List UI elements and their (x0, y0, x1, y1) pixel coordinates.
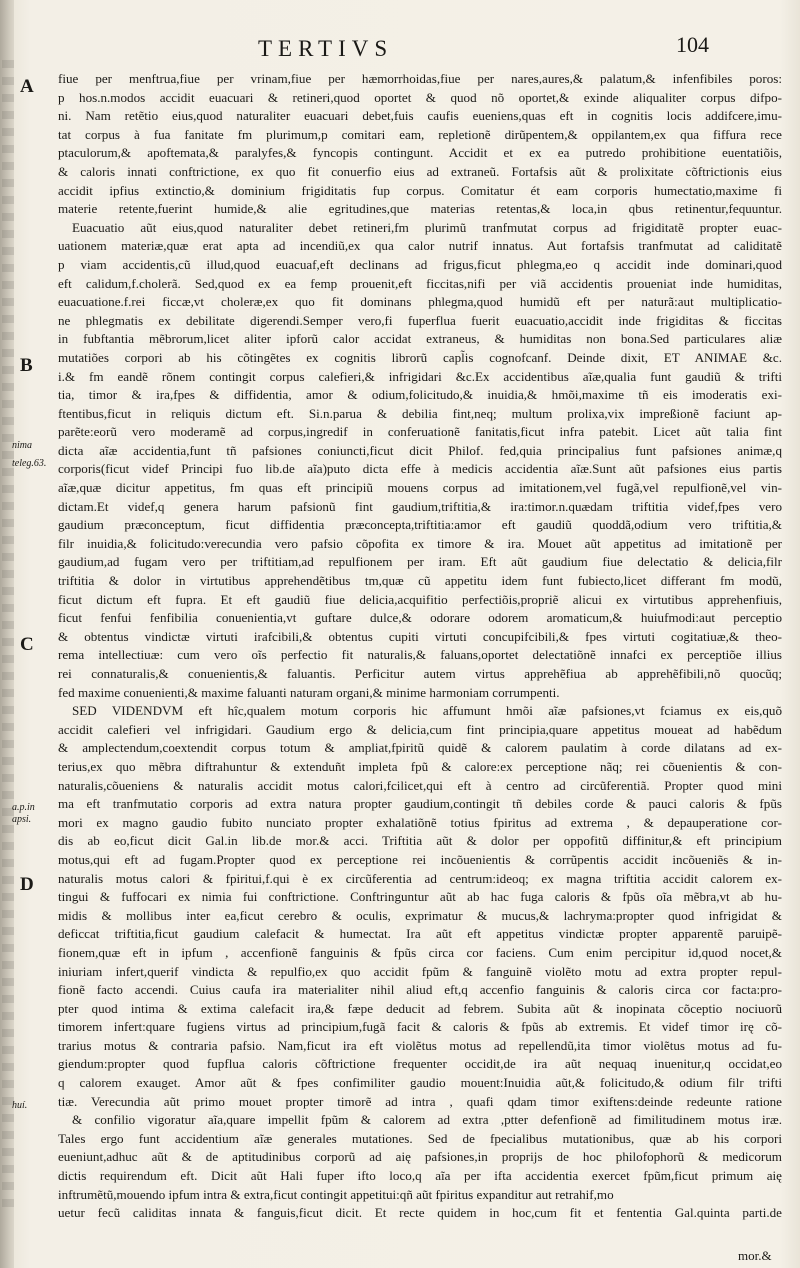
margin-letter-a: A (20, 76, 34, 97)
text-line: euacuatione.f.rei ficcæ,vt choleræ,ex quo fit dominans phlegma,quod humidũ eft per naturã:aut multiplicatio- (58, 294, 782, 310)
margin-note-nima: nima (12, 440, 32, 451)
text-line: & amplectendum,coextendit corpus totum & ampliat,fpiritũ quidẽ & calorem paulatim à corde dilatans ad ex- (58, 740, 782, 756)
text-line: corporis(ficut videf Principi fuo lib.de aĩa)puto dicta effe à medicis accidentia aĩæ.Sunt aũt pafsiones eius partis (58, 461, 782, 477)
binding-gutter (0, 0, 14, 1268)
text-line: mutatiões corpori ab his cõtingẽtes ex cognitis librorũ capl̃is cognofcanf. Deinde dixit, ET ANIMAE &c. (58, 349, 782, 365)
margin-note-ap: a.p.in (12, 802, 35, 813)
text-line: & confilio vigoratur aĩa,quare impellit fpũm & calorem ad extra ,ptter defenfionẽ ad fimilitudinem motus iræ. (72, 1112, 782, 1128)
text-line: & obtentus vindictæ virtuti irafcibili,& obtentus cupiti virtuti concupifcibili,& fpes virtuti cogitatiuæ,& theo- (58, 628, 782, 644)
text-line: iniuriam infert,querif vindicta & repulfio,ex quo accidit fpũm & fanguinẽ violẽto motu ad extra propter repul- (58, 963, 782, 979)
text-line: fionẽ facto accendi. Cuius caufa ira materialiter nihil aliud eft,q accenfio fanguinis & caloris circa cor facta:pro- (58, 982, 782, 998)
text-line: dictis requirendum eft. Dicit aũt Hali fuper ifto loco,q aĩa per ifta accidentia exercet fpũm,ficut primum aię (58, 1168, 782, 1184)
text-line: fionem,quæ eft in ipfum , accenfionẽ fanguinis & fpũs circa cor faciens. Cum enim percipitur id,quod nocet,& (58, 944, 782, 960)
text-line: dicta aĩæ accidentia,funt tñ pafsiones coniuncti,ficut dicit Philof. fed,quia principalius funt pafsiones animæ,q (58, 442, 782, 458)
text-line: eft calidum,f.cholerã. Sed,quod ex ea femp prouenit,eft ficcitas,nifi per viã accidentis proueniat inde humiditas, (58, 275, 782, 291)
margin-letter-c: C (20, 634, 34, 655)
text-line: Euacuatio aũt eius,quod naturaliter debet retineri,fm plurimũ tranfmutat corpus ad frigiditatẽ propter euac- (72, 219, 782, 235)
text-line: terius,ex quo mẽbra diftrahuntur & extenduñt impleta fpũ & calore:ex perceptione nãq; rei cõuenientis & con- (58, 758, 782, 774)
text-line: fiue per menftrua,fiue per vrinam,fiue per hæmorrhoidas,fiue per nares,aures,& palatum,& infenfibiles poros: (58, 71, 782, 86)
text-line: inftrumẽtũ,mouendo ipfum intra & extra,ficut contingit appetitui:qñ aũt fpiritus expanditur aut retrahif,mo (58, 1186, 614, 1202)
text-line: ne phlegmatis ex debilitate digerendi.Semper vero,fi fuperflua fuerit euacuatio,accidit inde frigiditas & ficcitas (58, 312, 782, 328)
text-line: ni. Nam retẽtio eius,quod naturaliter euacuari debet,fuis caufis eueniens,quas eft in cognitis locis addifcere,imu- (58, 108, 782, 124)
text-line: midis & mollibus inter ea,ficut cerebro & oculis, exprimatur & mucus,& lachryma:propter quod infrigidat & (58, 907, 782, 923)
text-line: filr inuidia,& folicitudo:verecundia vero pafsio cõpofita ex timore & ira. Mouet aũt appetitus ad imitationẽ per (58, 535, 782, 551)
text-line: giendum:propter quod fupflua caloris cõftrictione frequenter occidit,de ira aũt nequaq inuenitur,q occidat,eo (58, 1056, 782, 1072)
facing-page-edge (2, 60, 14, 1210)
text-line: ficut dictum eft fupra. Et eft gaudiũ fiue delicia,acquifitio perfectiõis,propriẽ alicui ex virtutibus apprehenfiuis, (58, 591, 782, 607)
text-line: mori ex magno gaudio fubito nunciato propter exhalatiõnẽ totius fpiritus ad extrema , & depauperatione cor- (58, 814, 782, 830)
text-line: q calorem exauget. Amor aũt & fpes confimiliter gaudio mouent:Inuidia aũt,& folicitudo,& odium filr trifti (58, 1075, 782, 1091)
text-line: trarius motus & contraria pafsio. Nam,ficut ira eft violẽtus motus ad repellendũ,ita timor violẽtus motus ad fu- (58, 1037, 782, 1053)
text-line: p hos.n.modos accidit euacuari & retineri,quod oportet & quod nõ oportet,& exinde aliqualiter corpus difpo- (58, 89, 782, 105)
text-line: rema intellectiuæ: cum vero oĩs perfectio fit naturalis,& faluans,oportet delectatiõnẽ innafci ex perceptiõe illius (58, 647, 782, 663)
text-line: ftentibus,ficut in reliquis dictum eft. Si.n.parua & debilia fint,neq; multum prolixa,vix impreßionẽ faciunt ap- (58, 405, 782, 421)
text-line: materie retente,fuerint humide,& alie egritudines,que materias retentas,& loca,in qbus retinentur,fequuntur. (58, 201, 782, 217)
text-line: dictam.Et videf,q genera harum pafsionũ fint gaudium,triftitia,& ira:timor.n.quædam triftitia videf,fpes vero (58, 498, 782, 514)
text-line: parẽte:eorũ vero moderamẽ ad corpus,ingredif in conferuationẽ fanitatis,ficut infra patebit. Licet aũt talia fint (58, 424, 782, 440)
text-line: accidit ipfius extinctio,& dominium frigiditatis fup corpus. Comitatur ét eam corporis humectatio,maxime fi (58, 182, 782, 198)
text-line: deficcat triftitia,ficut gaudium calefacit & humectat. Ira aũt eft appetitus vindictæ propter apparentẽ paruipẽ- (58, 926, 782, 942)
running-head (0, 32, 800, 66)
text-line: accidit calefieri vel infrigidari. Gaudium ergo & delicia,cum fint principia,quare appetitus moueat ad habẽdum (58, 721, 782, 737)
text-line: dis ab eo,ficut dicit Gal.in lib.de mor.& acci. Triftitia aũt & dolor per oppofitũ diffinitur,& eft principium (58, 833, 782, 849)
text-line: gaudium,ad fugam vero per triftitiam,ad repulfionem per iram. Eft aũt gaudium fiue delectatio & delicia,filr (58, 554, 782, 570)
text-line: SED VIDENDVM eft hîc,qualem motum corporis hic affumunt hmõi aĩæ pafsiones,vt fciamus ex eis,quõ (72, 703, 782, 719)
text-line: triftitia & dolor in virtutibus apprehendẽtibus tm,quæ cũ appetitu idem funt fubiecto,licet differant fm modũ, (58, 573, 782, 589)
text-line: aĩæ,quæ dicitur appetitus, fm quas eft principiũ mouens corpus ad imitationem,vel fugã,vel repulfionẽ,vel vin- (58, 480, 782, 496)
margin-note-hui: huí. (12, 1100, 28, 1111)
text-line: motus,qui eft ad fugam.Propter quod ex perceptione rei incõuenientis & corrũpentis accidit incõueniẽs & in- (58, 851, 782, 867)
text-line: fed maxime conuenienti,& maxime faluanti naturam organi,& minime harmoniam corrumpenti. (58, 684, 560, 700)
text-line: ptaculorum,& apoftemata,& paralyfes,& fyncopis contingunt. Accidit et ex ea putredo prohibitione euentatiõis, (58, 145, 782, 161)
margin-note-apsi: apsi. (12, 814, 32, 825)
text-line: tiæ. Verecundia aũt primo mouet propter timorẽ ad intra , quafi qdam timor exiftens:deinde redeunte ratione (58, 1093, 782, 1109)
text-line: p viam accidentis,cũ illud,quod euacuaf,eft declinans ad frigus,ficut phlegma,eo q accidit inde dominari,quod (58, 256, 782, 272)
text-line: gaudium præconceptum, ficut diffidentia præconcepta,triftitia:amor eft gaudiũ quoddã,odium vero triftitia,& (58, 517, 782, 533)
text-line: timorem infert:quare fugiens virtus ad principium,fugã facit & caloris & fpũs ab extremis. Et videf timor irę cõ- (58, 1019, 782, 1035)
body-text (58, 70, 782, 1256)
text-line: Tales ergo funt accidentium aĩæ generales mutationes. Sed de fpecialibus mutationibus, quæ ab his corpori (58, 1130, 782, 1146)
folio-number: 104 (676, 32, 709, 57)
text-line: naturalis,cõueniens & naturalis accidit motus calori,fcilicet,qui eft à centro ad circũferentiã. Propter quod mini (58, 777, 782, 793)
margin-letter-d: D (20, 874, 34, 895)
running-title: TERTIVS (258, 36, 394, 61)
text-line: & caloris innati conftrictione, ex quo fit conuerfio eius ad extraneũ. Fortafsis aũt & prolixitate cõftrictionis eius (58, 163, 782, 179)
text-line: eueniunt,adhuc aũt & de aptitudinibus corporũ ad aię pafsiones,in proprijs de hoc philofophorũ & medicorum (58, 1149, 782, 1165)
text-line: tat corpus à fua fanitate fm plurimum,p comitari eam, repletionẽ dirũpentem,& oppilantem,ex qua fiffura rece (58, 126, 782, 142)
text-line: in fubftantia mẽbrorum,licet aliter ipforũ calor accidat extraneus, & humiditas non bona.Sed particulares aliæ (58, 331, 782, 347)
margin-note-teleg: teleg.63. (12, 458, 47, 469)
margin-letter-b: B (20, 355, 33, 376)
text-line: tingui & fuffocari ex nimia fui conftrictione. Conftringuntur aũt ab hac fuga caloris & fpũs oĩa mẽbra,vt ab hu- (58, 889, 782, 905)
text-line: pter quod intima & extima calefacit ira,& fæpe deducit ad febrem. Subita aũt & inopinata cõceptio nociuorũ (58, 1000, 782, 1016)
text-line: uetur fecũ caliditas innata & fanguis,ficut dicit. Et recte quidem in hoc,cum fit et fententia Gal.quinta parti.de (58, 1205, 782, 1221)
text-line: naturalis motus calori & fpiritui,f.qui è ex circũferentia ad centrum:ideoq; ex magna triftitia accidit calorem ex- (58, 870, 782, 886)
text-line: uationem materiæ,quæ erat apta ad incendiũ,ex qua calor nutrif innatus. Aut fortafsis tranfmutat ad caliditatẽ (58, 238, 782, 254)
text-line: rei connaturalis,& conuenientis,& faluantis. Perficitur autem virtus apprehẽfiua ab apprehẽfibili,nõ quocũq; (58, 666, 782, 681)
text-line: tia, timor & ira,fpes & diffidentia, amor & odium,folicitudo,& inuidia,& hmõi,maxime tñ eis imoderatis exi- (58, 387, 782, 403)
text-line: i.& fm eandẽ rõnem contingit corpus calefieri,& infrigidari &c.Ex accidentibus aĩæ,qualia funt gaudiũ & trifti (58, 368, 782, 384)
catchword: mor.& (738, 1248, 772, 1263)
text-line: ma eft tranfmutatio corporis ad extra natura propter gaudium,contingit tñ debiles corde & pauci caloris & fpũs (58, 796, 782, 812)
text-line: ficut fenfui fenfibilia conuenientia,vt guftare dulce,& odorare odorem aromaticum,& huiufmodi:aut perceptio (58, 610, 782, 626)
